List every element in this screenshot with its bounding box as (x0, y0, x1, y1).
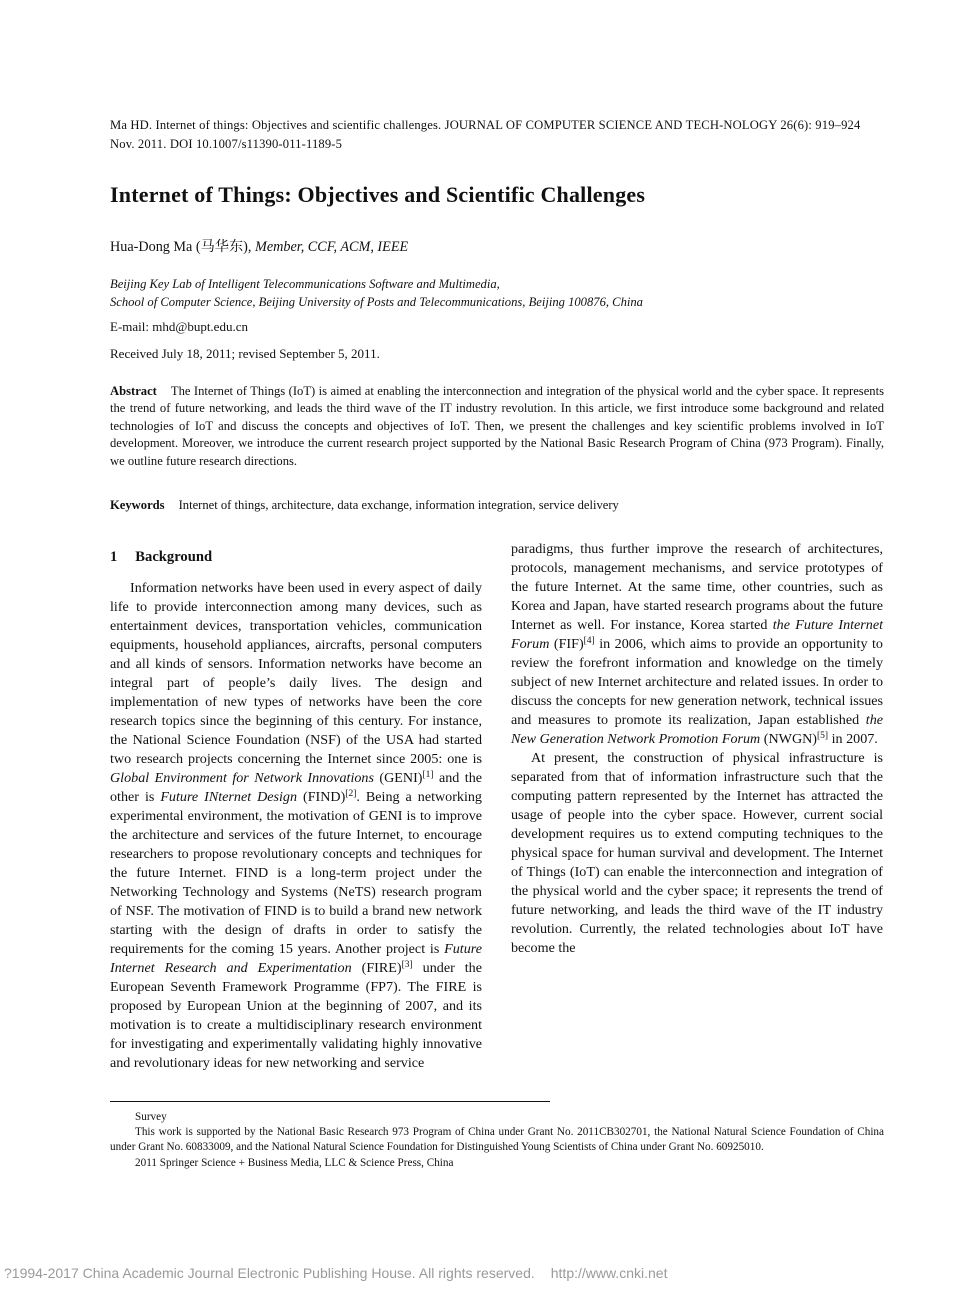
affiliation-line-2: School of Computer Science, Beijing University of Posts and Telecommunications, Beijing 100876, China (110, 295, 643, 309)
project-name-fire: Future Internet Research and Experimentation (110, 941, 482, 976)
body-text: in 2007. (831, 731, 878, 747)
body-text: and the other is (110, 770, 483, 805)
forum-name-fif: the Future Internet Forum (511, 617, 884, 652)
citation-ref[interactable]: [5] (817, 731, 829, 741)
citation-ref[interactable]: [1] (422, 770, 434, 780)
body-text: (NWGN) (763, 731, 818, 747)
footnote-survey: Survey (135, 1111, 167, 1123)
citation-ref[interactable]: [2] (345, 789, 357, 799)
abstract-label: Abstract (110, 384, 157, 398)
footnote-funding: This work is supported by the National Basic Research 973 Program of China under Grant No. 2011CB302701, the National Natural Science Foundation of China under Grant No. 60833009, and the National Natural Science Foundation for Distinguished Young Scientists of China under Grant No. 60925010. (110, 1126, 884, 1154)
footnotes (110, 1110, 884, 1171)
body-text: (FIRE) (361, 960, 402, 976)
body-text: (FIND) (303, 789, 346, 805)
keywords-label: Keywords (110, 498, 165, 512)
section-title: Background (135, 549, 213, 565)
project-name-geni: Global Environment for Network Innovations (110, 770, 374, 786)
author-email: E-mail: mhd@bupt.edu.cn (110, 319, 248, 334)
author-line (110, 236, 408, 256)
paragraph-background-1 (110, 579, 482, 1073)
citation-header: Ma HD. Internet of things: Objectives and scientific challenges. JOURNAL OF COMPUTER SCIENCE AND TECH-NOLOGY 26(6): 919–924 Nov. 2011. DOI 10.1007/s11390-011-1189-5 (110, 118, 861, 151)
paper-title: Internet of Things: Objectives and Scientific Challenges (110, 182, 646, 207)
body-text: paradigms, thus further improve the research of architectures, protocols, management mechanisms, and service prototypes of the future Internet. At the same time, other countries, such as Korea and Japan, have started research programs about the future Internet as well. For instance, Korea started (511, 541, 883, 633)
section-heading (110, 548, 482, 567)
watermark-url[interactable]: http://www.cnki.net (550, 1265, 668, 1281)
paragraph-background-2: At present, the construction of physical infrastructure is separated from that of information infrastructure such that the computing pattern represented by the Internet has attracted the usage of people into the cyber space. However, current social development requires us to extend computing techniques to the physical space for human survival and development. The Internet of Things (IoT) can enable the interconnection and integration of the physical world and the cyber space; it represents the trend of future networking, and leads the third wave of the IT industry revolution. Currently, the related technologies about IoT have become the (511, 750, 883, 956)
body-text: under the European Seventh Framework Programme (FP7). The FIRE is proposed by European Union at the beginning of 2007, and its motivation is to create a multidisciplinary research environment for investigating and experimentally validating highly innovative and revolutionary ideas for new networking and service (110, 960, 482, 1071)
forum-name-nwgn: the New Generation Network Promotion Forum (511, 712, 883, 747)
watermark-text: ?1994-2017 China Academic Journal Electronic Publishing House. All rights reserved. (4, 1265, 535, 1281)
author-membership: Member, CCF, ACM, IEEE (255, 239, 409, 255)
body-text: (FIF) (553, 636, 584, 652)
affiliation-line-1: Beijing Key Lab of Intelligent Telecommunications Software and Multimedia, (110, 277, 500, 291)
footnote-copyright: 2011 Springer Science + Business Media, LLC & Science Press, China (135, 1156, 454, 1169)
citation-ref[interactable]: [4] (583, 636, 595, 646)
footnote-rule (110, 1101, 550, 1102)
keywords (110, 498, 884, 513)
body-text: in 2006, which aims to provide an opportunity to review the forefront information and knowledge on the timely subject of new Internet architecture and related issues. In order to discuss the concepts for new generation network, technical issues and measures to promote its realization, Japan established (511, 636, 883, 728)
section-number: 1 (110, 549, 118, 565)
author-name: Hua-Dong Ma (马华东), (110, 239, 252, 255)
project-name-find: Future INternet Design (160, 789, 298, 805)
body-text: Information networks have been used in every aspect of daily life to provide interconnection among many devices, such as entertainment devices, transportation vehicles, communication equipments, household appliances, aircrafts, personal computers and all kinds of sensors. Information networks have become an integral part of people’s daily lives. The design and implementation of new types of networks have been the core research topics since the beginning of this century. For instance, the National Science Foundation (NSF) of the USA had started two research projects concerning the Internet since 2005: one is (110, 580, 482, 767)
abstract-text: The Internet of Things (IoT) is aimed at enabling the interconnection and integration of the physical world and the cyber space. It represents the trend of future networking, and leads the third wave of the IT industry revolution. In this article, we first introduce some background and related technologies of IoT and discuss the concepts and objectives of IoT. Then, we present the challenges and key scientific problems involved in IoT development. Moreover, we introduce the current research project supported by the National Basic Research Program of China (973 Program). Finally, we outline future research directions. (110, 384, 884, 468)
affiliation (110, 275, 884, 311)
abstract (110, 383, 884, 470)
body-text: (GENI) (379, 770, 423, 786)
left-column (110, 548, 482, 1073)
keywords-text: Internet of things, architecture, data exchange, information integration, service delivery (178, 498, 619, 512)
received-date: Received July 18, 2011; revised September 5, 2011. (110, 346, 380, 361)
citation-ref[interactable]: [3] (401, 960, 413, 970)
paragraph-background-1-cont (511, 540, 883, 749)
watermark (4, 1265, 667, 1281)
right-column (511, 540, 883, 958)
body-text: . Being a networking experimental environment, the motivation of GENI is to improve the architecture and services of the future Internet, to encourage researchers to propose revolutionary concepts and techniques for the future Internet. FIND is a long-term project under the Networking Technology and Systems (NeTS) research program of NSF. The motivation of FIND is to build a brand new network starting with the design of drafts in order to satisfy the requirements for the coming 15 years. Another project is (110, 789, 482, 957)
